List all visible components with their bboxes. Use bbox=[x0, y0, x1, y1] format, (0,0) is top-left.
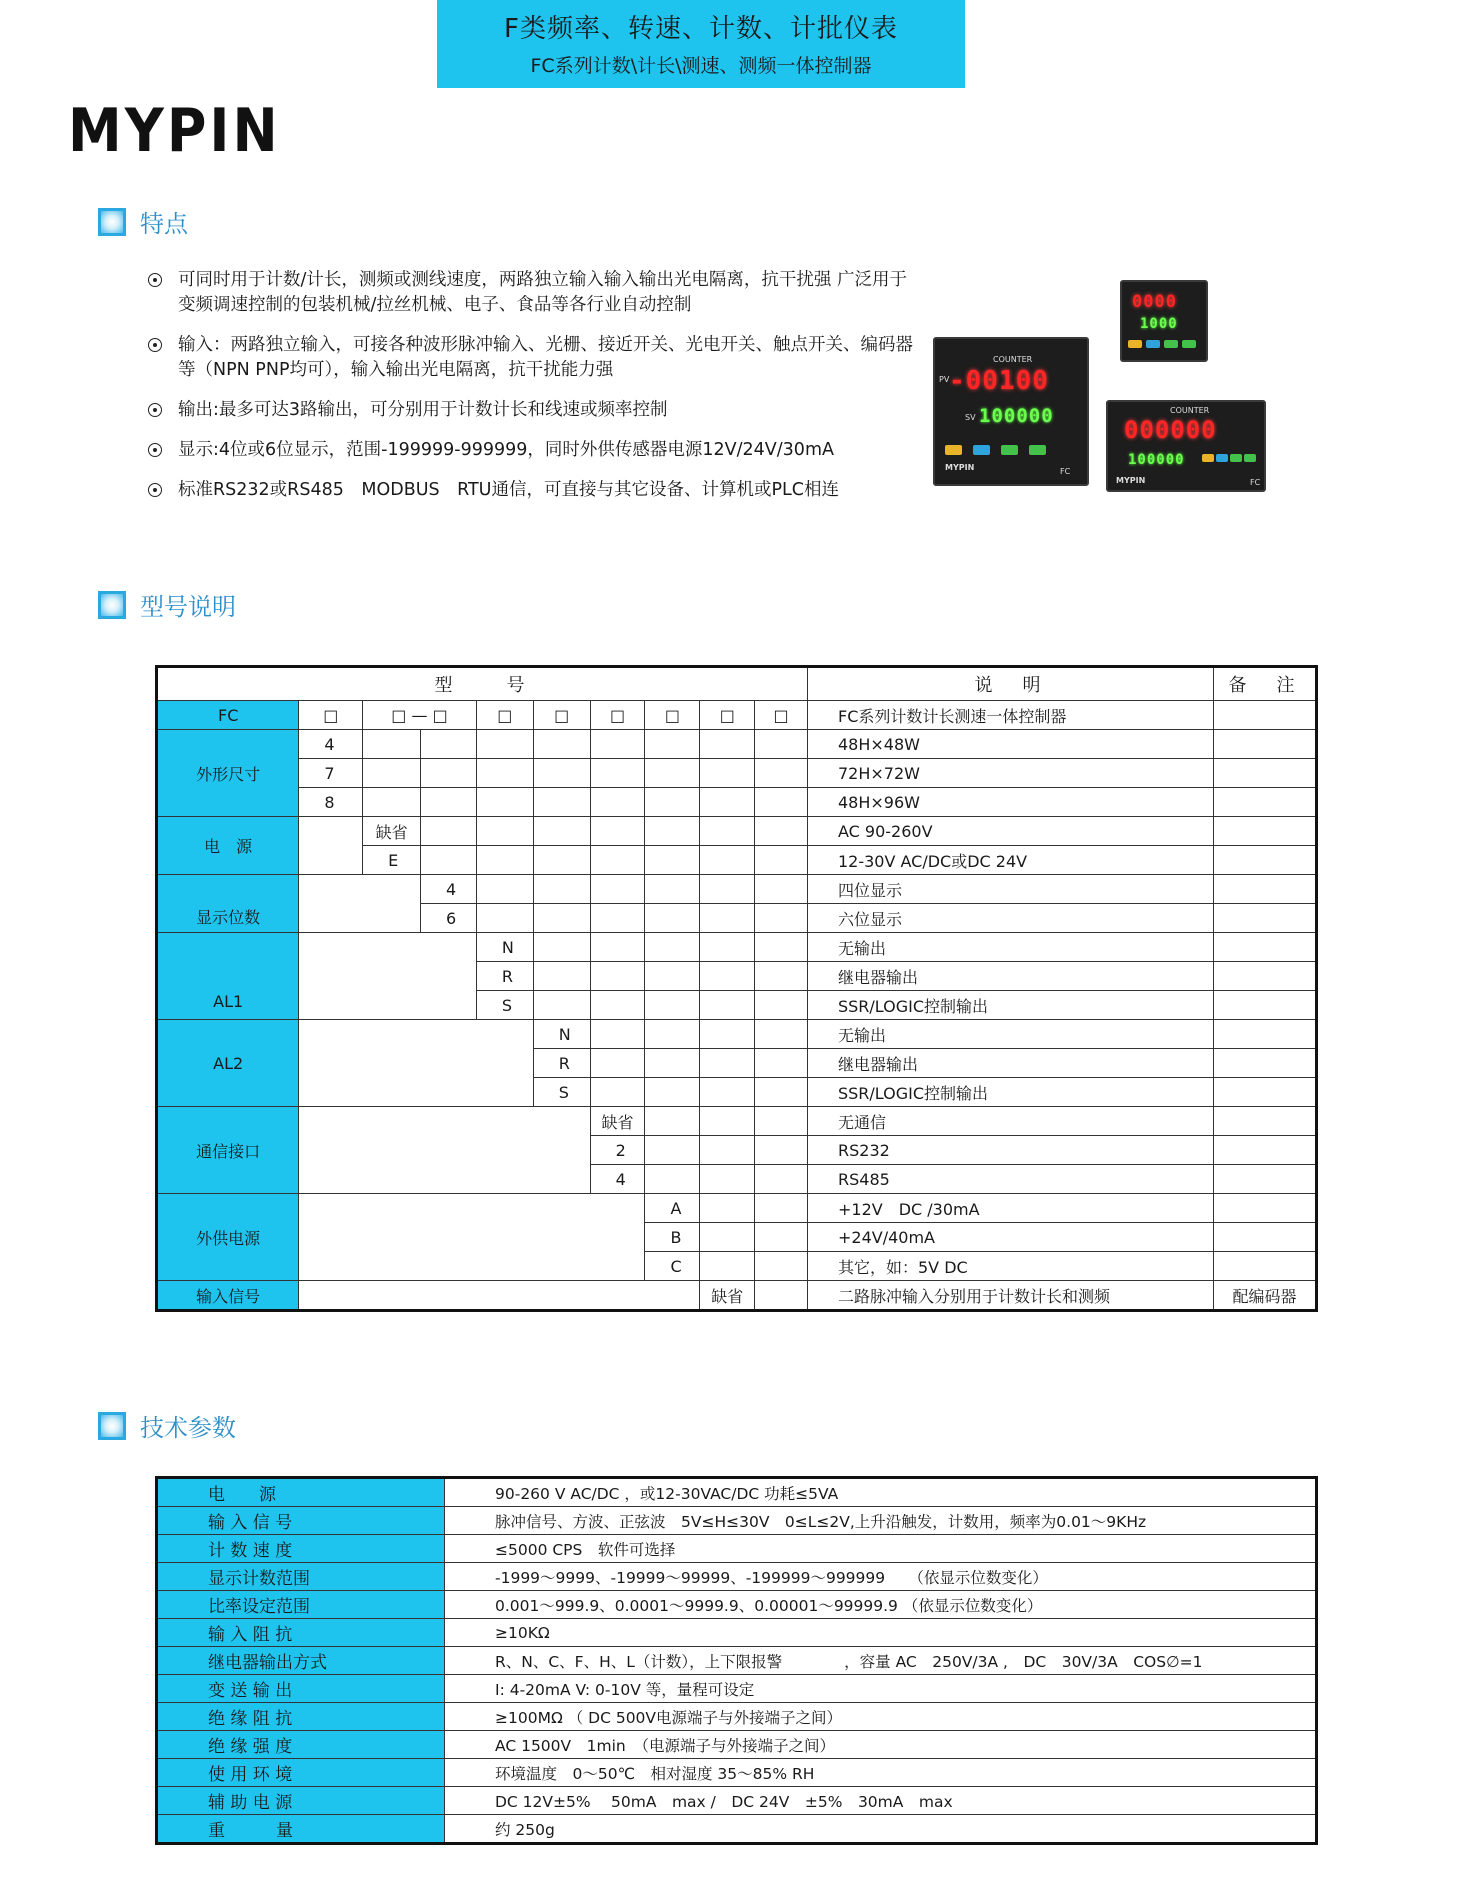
table-row bbox=[157, 1815, 1317, 1844]
size-label: 外形尺寸 bbox=[157, 730, 299, 817]
table-row bbox=[157, 1619, 1317, 1647]
device-main-pv-label: PV bbox=[939, 375, 950, 384]
param-label: 比率设定范围 bbox=[157, 1591, 445, 1619]
device-wide-pv-display: 000000 bbox=[1124, 416, 1217, 444]
al2-code: N bbox=[533, 1020, 590, 1049]
device-main-image bbox=[933, 337, 1089, 486]
digits-desc: 六位显示 bbox=[807, 904, 1213, 933]
code-box: □ bbox=[755, 701, 808, 730]
power-code: E bbox=[363, 846, 421, 875]
power-label: 电 源 bbox=[157, 817, 299, 875]
section-square-icon bbox=[98, 208, 126, 236]
code-box: □ bbox=[645, 701, 700, 730]
param-value: ≤5000 CPS 软件可选择 bbox=[445, 1535, 1317, 1563]
device-main-counter-label: COUNTER bbox=[993, 355, 1033, 364]
set-button[interactable] bbox=[945, 445, 962, 455]
section-features-heading bbox=[98, 204, 188, 239]
section-model-heading bbox=[98, 587, 236, 622]
size-code: 7 bbox=[299, 759, 363, 788]
ext-power-desc: +12V DC /30mA bbox=[807, 1194, 1213, 1223]
size-desc: 48H×48W bbox=[807, 730, 1213, 759]
al2-code: R bbox=[533, 1049, 590, 1078]
section-model-label: 型号说明 bbox=[140, 593, 236, 621]
section-tech-label: 技术参数 bbox=[140, 1414, 236, 1442]
param-label: 输 入 信 号 bbox=[157, 1507, 445, 1535]
code-box: □ bbox=[533, 701, 590, 730]
small-down-button[interactable] bbox=[1182, 340, 1196, 348]
al1-code: S bbox=[476, 991, 533, 1020]
device-wide-counter-label: COUNTER bbox=[1170, 406, 1210, 415]
features-list bbox=[148, 268, 918, 518]
al2-label: AL2 bbox=[157, 1020, 299, 1107]
feature-item bbox=[148, 268, 918, 318]
fc-desc: FC系列计数计长测速一体控制器 bbox=[807, 701, 1213, 730]
fc-label: FC bbox=[157, 701, 299, 730]
al1-code: N bbox=[476, 933, 533, 962]
param-label: 输 入 阻 抗 bbox=[157, 1619, 445, 1647]
ext-power-code: A bbox=[645, 1194, 700, 1223]
al2-code: S bbox=[533, 1078, 590, 1107]
section-square-icon bbox=[98, 1412, 126, 1440]
code-box: □ bbox=[700, 701, 755, 730]
param-label: 辅 助 电 源 bbox=[157, 1787, 445, 1815]
device-main-model: FC bbox=[1060, 467, 1071, 476]
size-code: 4 bbox=[299, 730, 363, 759]
al1-desc: 继电器输出 bbox=[807, 962, 1213, 991]
device-wide-model: FC bbox=[1250, 478, 1261, 487]
circle-bullet-icon bbox=[148, 273, 162, 287]
table-row bbox=[157, 1731, 1317, 1759]
code-box: □ bbox=[476, 701, 533, 730]
al1-desc: 无输出 bbox=[807, 933, 1213, 962]
small-shift-button[interactable] bbox=[1146, 340, 1160, 348]
feature-text: 输出:最多可达3路输出，可分别用于计数计长和线速或频率控制 bbox=[178, 400, 668, 420]
table-row bbox=[157, 1591, 1317, 1619]
size-code: 8 bbox=[299, 788, 363, 817]
al2-desc: 继电器输出 bbox=[807, 1049, 1213, 1078]
down-button[interactable] bbox=[1029, 445, 1046, 455]
feature-item bbox=[148, 398, 918, 423]
comm-label: 通信接口 bbox=[157, 1107, 299, 1194]
table-row bbox=[157, 1759, 1317, 1787]
param-value: AC 1500V 1min （电源端子与外接端子之间） bbox=[445, 1731, 1317, 1759]
power-desc: AC 90-260V bbox=[807, 817, 1213, 846]
al1-label: AL1 bbox=[157, 933, 299, 1020]
feature-text: 显示:4位或6位显示，范围-199999-999999，同时外供传感器电源12V/24V/30mA bbox=[178, 440, 834, 460]
code-box: □ bbox=[590, 701, 645, 730]
shift-button[interactable] bbox=[973, 445, 990, 455]
feature-text: 输入：两路独立输入，可接各种波形脉冲输入、光栅、接近开关、光电开关、触点开关、编码器等（NPN PNP均可），输入输出光电隔离，抗干扰能力强 bbox=[178, 335, 913, 380]
param-value: ≥10KΩ bbox=[445, 1619, 1317, 1647]
power-code: 缺省 bbox=[363, 817, 421, 846]
header-subtitle: FC系列计数\计长\测速、测频一体控制器 bbox=[530, 55, 872, 77]
param-label: 计 数 速 度 bbox=[157, 1535, 445, 1563]
al1-desc: SSR/LOGIC控制输出 bbox=[807, 991, 1213, 1020]
table-row bbox=[157, 1647, 1317, 1675]
header-banner bbox=[437, 0, 965, 88]
ext-power-code: C bbox=[645, 1252, 700, 1281]
device-main-brand: MYPIN bbox=[945, 463, 975, 472]
digits-code: 6 bbox=[421, 904, 477, 933]
device-small-sv-display: 1000 bbox=[1140, 316, 1178, 332]
ext-power-label: 外供电源 bbox=[157, 1194, 299, 1281]
feature-text: 标准RS232或RS485 MODBUS RTU通信，可直接与其它设备、计算机或PLC相连 bbox=[178, 480, 840, 500]
device-wide-sv-display: 100000 bbox=[1128, 452, 1185, 468]
digits-desc: 四位显示 bbox=[807, 875, 1213, 904]
digits-code: 4 bbox=[421, 875, 477, 904]
al2-desc: SSR/LOGIC控制输出 bbox=[807, 1078, 1213, 1107]
circle-bullet-icon bbox=[148, 338, 162, 352]
input-label: 输入信号 bbox=[157, 1281, 299, 1311]
device-main-sv-display: 100000 bbox=[979, 405, 1054, 427]
device-small-image bbox=[1120, 280, 1208, 362]
table-row bbox=[157, 1787, 1317, 1815]
comm-code: 2 bbox=[590, 1136, 645, 1165]
table-row bbox=[157, 1703, 1317, 1731]
param-value: 脉冲信号、方波、正弦波 5V≤H≤30V 0≤L≤2V,上升沿触发，计数用，频率为0.01～9KHz bbox=[445, 1507, 1317, 1535]
model-table bbox=[155, 665, 1318, 1312]
comm-code: 4 bbox=[590, 1165, 645, 1194]
small-up-button[interactable] bbox=[1164, 340, 1178, 348]
code-box: □ — □ bbox=[363, 701, 477, 730]
comm-desc: RS485 bbox=[807, 1165, 1213, 1194]
feature-text: 可同时用于计数/计长，测频或测线速度，两路独立输入输入输出光电隔离，抗干扰强 广泛用于变频调速控制的包装机械/拉丝机械、电子、食品等各行业自动控制 bbox=[178, 270, 907, 315]
al2-desc: 无输出 bbox=[807, 1020, 1213, 1049]
power-desc: 12-30V AC/DC或DC 24V bbox=[807, 846, 1213, 875]
device-main-sv-label: SV bbox=[965, 413, 976, 422]
desc-header: 说 明 bbox=[807, 667, 1213, 701]
ext-power-code: B bbox=[645, 1223, 700, 1252]
section-tech-heading bbox=[98, 1408, 236, 1443]
model-header: 型 号 bbox=[157, 667, 808, 701]
brand-logo: MYPIN bbox=[68, 96, 281, 166]
param-label: 变 送 输 出 bbox=[157, 1675, 445, 1703]
param-value: R、N、C、F、H、L（计数），上下限报警 ，容量 AC 250V/3A , DC 30V/3A COS∅=1 bbox=[445, 1647, 1317, 1675]
param-value: -1999～9999、-19999～99999、-199999～999999 （依显示位数变化） bbox=[445, 1563, 1317, 1591]
circle-bullet-icon bbox=[148, 483, 162, 497]
table-row bbox=[157, 1478, 1317, 1507]
table-row bbox=[157, 1535, 1317, 1563]
device-main-pv-display: -00100 bbox=[949, 366, 1049, 396]
wide-up-button[interactable] bbox=[1230, 454, 1242, 462]
table-row bbox=[157, 1675, 1317, 1703]
tech-table bbox=[155, 1476, 1318, 1845]
device-wide-image bbox=[1106, 400, 1266, 492]
note-header: 备 注 bbox=[1214, 667, 1317, 701]
circle-bullet-icon bbox=[148, 403, 162, 417]
ext-power-desc: +24V/40mA bbox=[807, 1223, 1213, 1252]
param-value: ≥100MΩ （ DC 500V电源端子与外接端子之间） bbox=[445, 1703, 1317, 1731]
param-value: I: 4-20mA V: 0-10V 等，量程可设定 bbox=[445, 1675, 1317, 1703]
input-note: 配编码器 bbox=[1214, 1281, 1317, 1311]
param-label: 使 用 环 境 bbox=[157, 1759, 445, 1787]
comm-desc: RS232 bbox=[807, 1136, 1213, 1165]
param-value: DC 12V±5% 50mA max / DC 24V ±5% 30mA max bbox=[445, 1787, 1317, 1815]
circle-bullet-icon bbox=[148, 443, 162, 457]
wide-down-button[interactable] bbox=[1244, 454, 1256, 462]
param-label: 电 源 bbox=[157, 1478, 445, 1507]
header-title: F类频率、转速、计数、计批仪表 bbox=[504, 14, 898, 44]
param-value: 环境温度 0～50℃ 相对湿度 35～85% RH bbox=[445, 1759, 1317, 1787]
param-value: 0.001～999.9、0.0001～9999.9、0.00001～99999.9 （依显示位数变化） bbox=[445, 1591, 1317, 1619]
param-label: 重 量 bbox=[157, 1815, 445, 1844]
size-desc: 72H×72W bbox=[807, 759, 1213, 788]
input-code: 缺省 bbox=[700, 1281, 755, 1311]
digits-label: 显示位数 bbox=[157, 875, 299, 933]
param-label: 绝 缘 阻 抗 bbox=[157, 1703, 445, 1731]
size-desc: 48H×96W bbox=[807, 788, 1213, 817]
input-desc: 二路脉冲输入分别用于计数计长和测频 bbox=[807, 1281, 1213, 1311]
ext-power-desc: 其它，如：5V DC bbox=[807, 1252, 1213, 1281]
section-square-icon bbox=[98, 591, 126, 619]
small-set-button[interactable] bbox=[1128, 340, 1142, 348]
table-row bbox=[157, 1563, 1317, 1591]
wide-shift-button[interactable] bbox=[1216, 454, 1228, 462]
comm-desc: 无通信 bbox=[807, 1107, 1213, 1136]
feature-item bbox=[148, 478, 918, 503]
param-value: 约 250g bbox=[445, 1815, 1317, 1844]
param-label: 显示计数范围 bbox=[157, 1563, 445, 1591]
feature-item bbox=[148, 438, 918, 463]
param-label: 继电器输出方式 bbox=[157, 1647, 445, 1675]
device-small-pv-display: 0000 bbox=[1132, 292, 1177, 312]
table-row bbox=[157, 1507, 1317, 1535]
param-label: 绝 缘 强 度 bbox=[157, 1731, 445, 1759]
device-wide-brand: MYPIN bbox=[1116, 476, 1146, 485]
comm-code: 缺省 bbox=[590, 1107, 645, 1136]
code-box: □ bbox=[299, 701, 363, 730]
section-features-label: 特点 bbox=[140, 210, 188, 238]
al1-code: R bbox=[476, 962, 533, 991]
up-button[interactable] bbox=[1001, 445, 1018, 455]
feature-item bbox=[148, 333, 918, 383]
param-value: 90-260 V AC/DC ，或12-30VAC/DC 功耗≤5VA bbox=[445, 1478, 1317, 1507]
wide-set-button[interactable] bbox=[1202, 454, 1214, 462]
